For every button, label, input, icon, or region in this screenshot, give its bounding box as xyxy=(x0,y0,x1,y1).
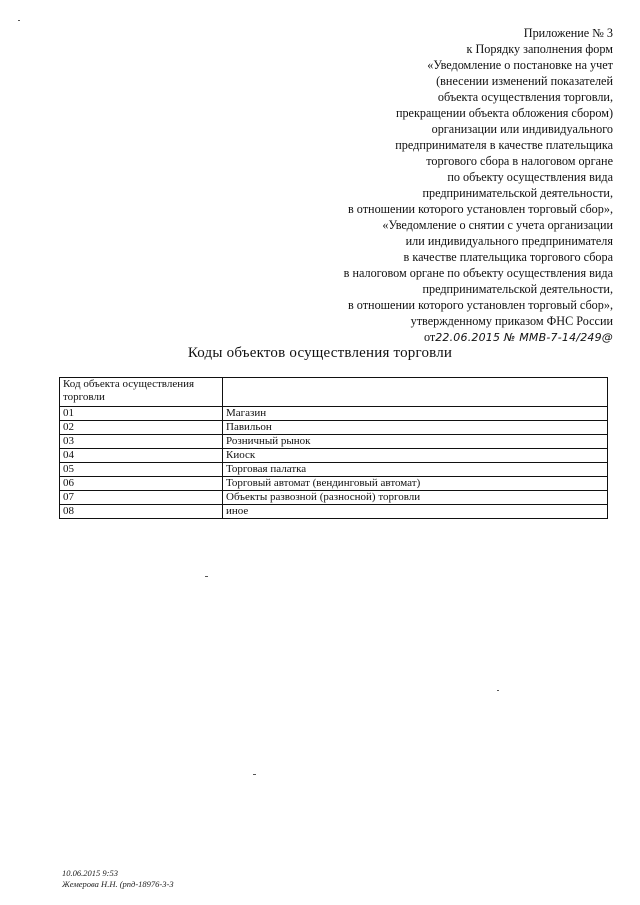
header-line: предпринимателя в качестве плательщика xyxy=(395,138,613,152)
table-row xyxy=(60,407,608,421)
header-line: объекта осуществления торговли, xyxy=(437,90,613,104)
header-line: Приложение № 3 xyxy=(523,26,613,40)
table-row xyxy=(60,491,608,505)
name-cell: Киоск xyxy=(223,449,608,463)
order-prefix: от xyxy=(423,330,436,344)
page-title: Коды объектов осуществления торговли xyxy=(187,345,453,361)
header-line: в качестве плательщика торгового сбора xyxy=(403,250,613,264)
header-line: предпринимательской деятельности, xyxy=(422,186,613,200)
name-cell: Розничный рынок xyxy=(223,435,608,449)
header-cell-code: Код объекта осуществления торговли xyxy=(60,378,223,407)
header-line: «Уведомление о постановке на учет xyxy=(427,58,613,72)
name-cell: Торговая палатка xyxy=(223,463,608,477)
code-cell: 03 xyxy=(60,435,223,449)
name-cell: Магазин xyxy=(223,407,608,421)
footer-timestamp: 10.06.2015 9:53 xyxy=(62,868,118,878)
table-row xyxy=(60,505,608,519)
table-row xyxy=(60,477,608,491)
scan-speck xyxy=(497,690,499,691)
code-cell: 04 xyxy=(60,449,223,463)
header-cell-name xyxy=(223,378,608,407)
header-line: по объекту осуществления вида xyxy=(447,170,613,184)
header-line: в отношении которого установлен торговый сбор», xyxy=(348,298,613,312)
footer-stamp xyxy=(62,868,174,890)
header-line: утвержденному приказом ФНС России xyxy=(410,314,613,328)
table-row xyxy=(60,435,608,449)
table-row xyxy=(60,449,608,463)
code-cell: 05 xyxy=(60,463,223,477)
table-row xyxy=(60,463,608,477)
scan-speck xyxy=(253,774,256,775)
header-line: «Уведомление о снятии с учета организации xyxy=(382,218,613,232)
code-cell: 08 xyxy=(60,505,223,519)
header-line: прекращении объекта обложения сбором) xyxy=(395,106,613,120)
header-line: в налоговом органе по объекту осуществления вида xyxy=(343,266,613,280)
header-line: торгового сбора в налоговом органе xyxy=(426,154,613,168)
table-header-row xyxy=(60,378,608,407)
appendix-header xyxy=(253,25,613,346)
header-line: в отношении которого установлен торговый сбор», xyxy=(348,202,613,216)
code-cell: 01 xyxy=(60,407,223,421)
table-row xyxy=(60,421,608,435)
scan-speck xyxy=(205,576,208,577)
code-cell: 07 xyxy=(60,491,223,505)
header-line: предпринимательской деятельности, xyxy=(422,282,613,296)
header-line: или индивидуального предпринимателя xyxy=(405,234,613,248)
name-cell: Павильон xyxy=(223,421,608,435)
code-cell: 02 xyxy=(60,421,223,435)
order-reference xyxy=(253,329,613,346)
header-line: (внесении изменений показателей xyxy=(436,74,613,88)
code-cell: 06 xyxy=(60,477,223,491)
header-line: к Порядку заполнения форм xyxy=(466,42,613,56)
name-cell: иное xyxy=(223,505,608,519)
codes-table xyxy=(59,377,608,519)
scan-speck xyxy=(18,20,20,21)
footer-file-ref: Жемерова Н.Н. (рпд-18976-3-3 xyxy=(62,879,174,889)
name-cell: Торговый автомат (вендинговый автомат) xyxy=(223,477,608,491)
header-line: организации или индивидуального xyxy=(431,122,613,136)
name-cell: Объекты развозной (разносной) торговли xyxy=(223,491,608,505)
handwritten-order-number: 22.06.2015 № ММВ-7-14/249@ xyxy=(435,331,613,344)
